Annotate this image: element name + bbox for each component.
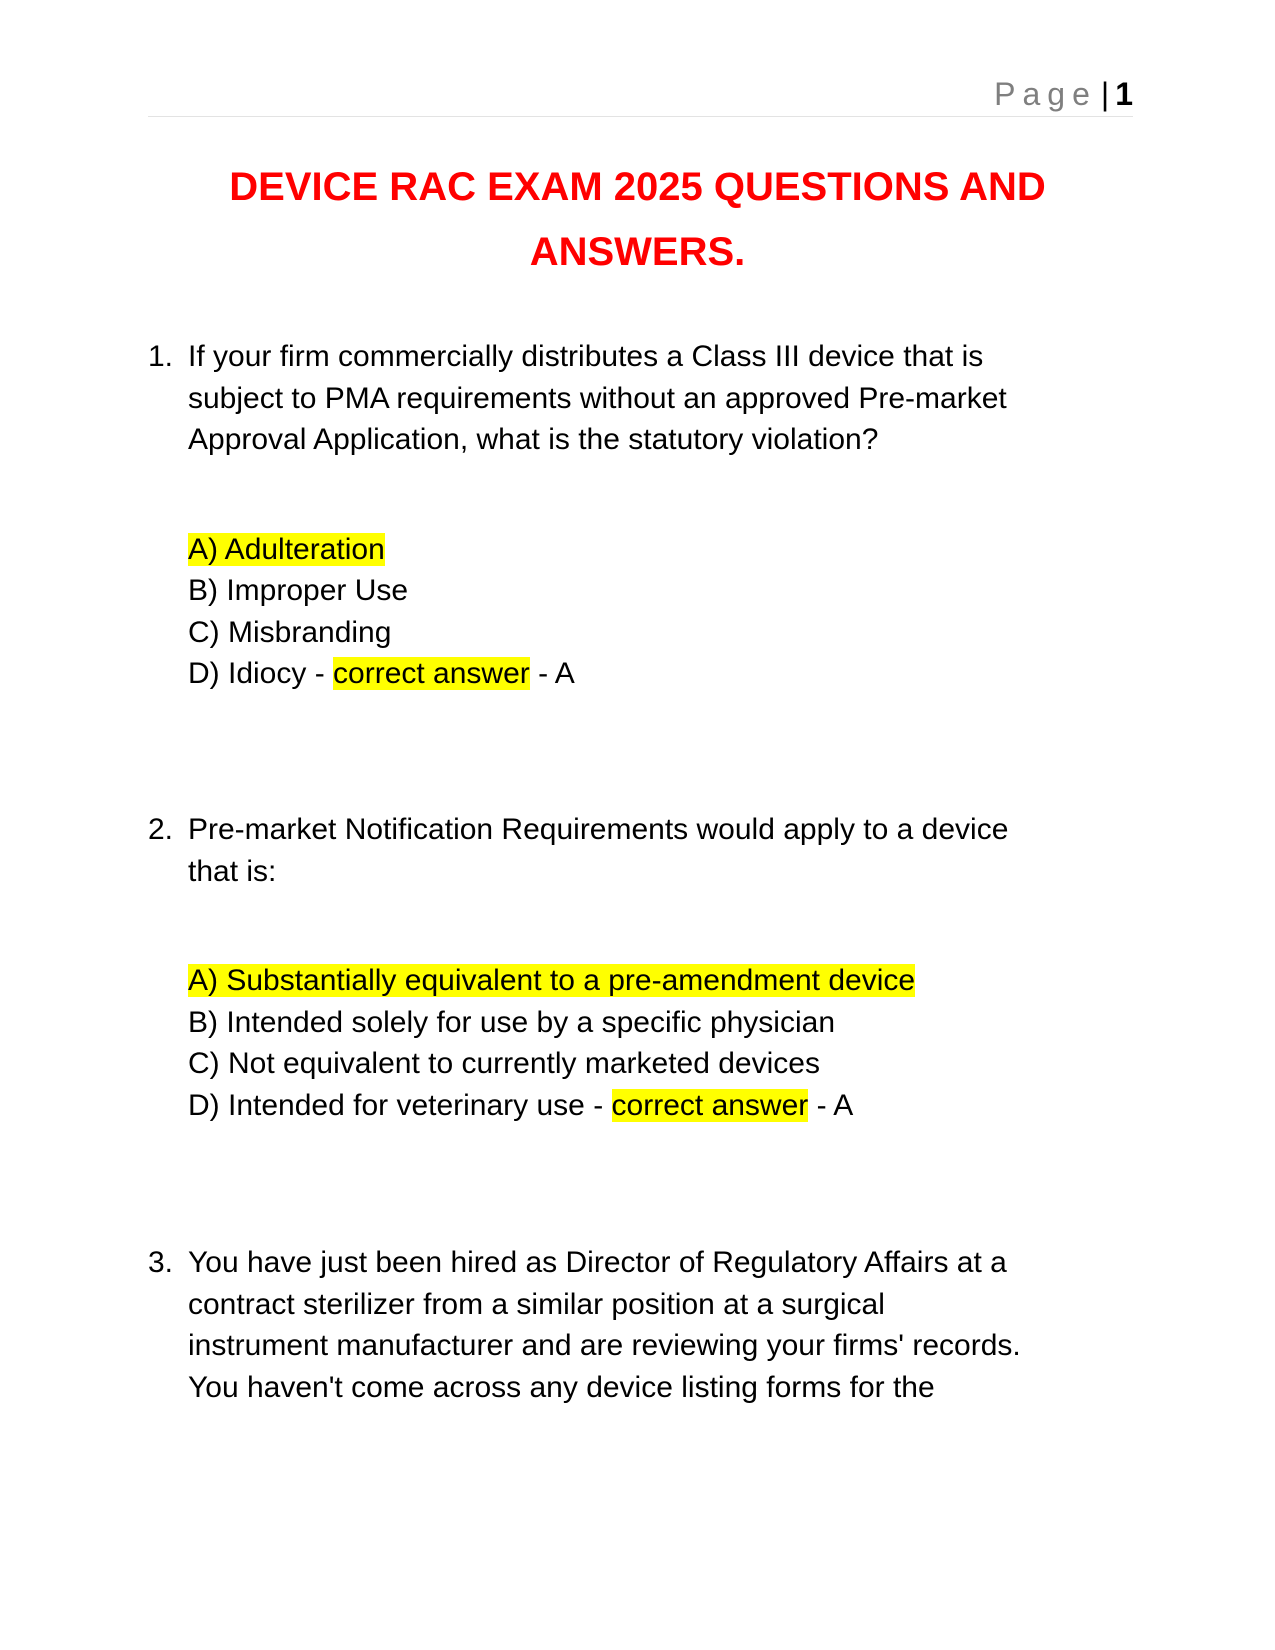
option-d-text: D) Intended for veterinary use - (188, 1088, 604, 1122)
correct-answer-value: - A (538, 657, 575, 690)
question-line: instrument manufacturer and are reviewing your firms' records. (188, 1329, 1021, 1362)
question-3 (148, 1242, 1133, 1408)
option-c: C) Not equivalent to currently marketed devices (188, 1047, 820, 1080)
answer-options (148, 529, 1133, 695)
correct-answer-label: correct answer (333, 657, 530, 690)
option-d (188, 653, 1133, 695)
question-text (148, 809, 1133, 892)
question-number: 3. (148, 1246, 174, 1279)
question-line: If your firm commercially distributes a Class III device that is (188, 340, 984, 373)
question-number: 2. (148, 813, 174, 846)
page-word: Page (994, 76, 1097, 112)
question-1 (148, 336, 1133, 695)
option-a (188, 960, 1133, 1002)
question-line: Pre-market Notification Requirements would apply to a device (188, 813, 1009, 846)
page-separator: | (1100, 76, 1110, 112)
title-line-1: DEVICE RAC EXAM 2025 QUESTIONS AND (229, 165, 1046, 209)
page-number: 1 (1115, 76, 1133, 112)
page-number-label (994, 72, 1133, 116)
question-line: that is: (188, 854, 277, 888)
page-header (148, 72, 1133, 117)
question-line: contract sterilizer from a similar position at a surgical (188, 1287, 885, 1321)
option-c: C) Misbranding (188, 615, 392, 649)
question-text (148, 336, 1133, 461)
highlighted-option: A) Substantially equivalent to a pre-amendment device (188, 964, 916, 997)
question-line: Approval Application, what is the statutory violation? (188, 423, 879, 456)
question-line: subject to PMA requirements without an approved Pre-market (188, 381, 1007, 415)
option-b: B) Intended solely for use by a specific physician (188, 1005, 836, 1039)
question-number: 1. (148, 340, 174, 373)
option-a (188, 529, 1133, 571)
highlighted-option: A) Adulteration (188, 532, 385, 566)
option-b: B) Improper Use (188, 574, 409, 607)
document-title (140, 155, 1135, 285)
option-d (188, 1085, 1133, 1127)
answer-options (148, 960, 1133, 1126)
question-line: You have just been hired as Director of Regulatory Affairs at a (188, 1246, 1007, 1279)
title-line-2: ANSWERS. (529, 230, 746, 274)
correct-answer-label: correct answer (611, 1088, 809, 1122)
question-text (148, 1242, 1133, 1408)
option-d-text: D) Idiocy - (188, 657, 325, 690)
question-2 (148, 809, 1133, 1126)
correct-answer-value: - A (816, 1088, 854, 1122)
question-line: You haven't come across any device listing forms for the (188, 1370, 935, 1404)
